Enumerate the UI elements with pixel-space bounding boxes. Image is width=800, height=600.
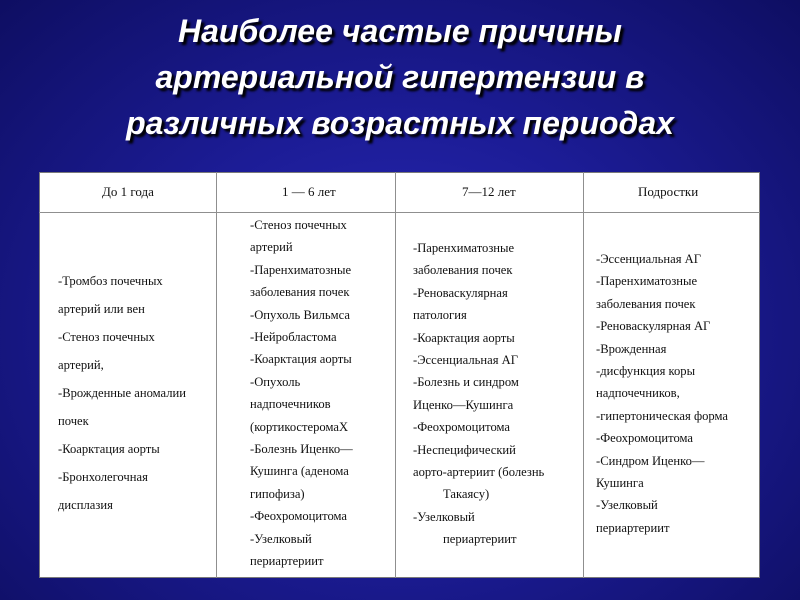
table-cell-line: -Коарктация аорты xyxy=(250,352,352,367)
column-under-1-year xyxy=(58,267,186,519)
table-cell-line: -Феохромоцитома xyxy=(250,509,347,524)
causes-table xyxy=(39,172,760,578)
table-cell-line: Такаясу) xyxy=(443,487,490,502)
table-cell-line: периартериит xyxy=(596,520,670,535)
table-cell-line: гипофиза) xyxy=(250,486,305,501)
table-cell-line: -Стеноз почечных xyxy=(58,330,155,344)
table-cell-line: -дисфункция коры xyxy=(596,364,696,379)
header-cell-7-12-years: 7—12 лет xyxy=(462,184,516,199)
slide-title-line-1: Наиболее частые причины xyxy=(178,13,622,49)
table-cell-line: аорто-артериит (болезнь xyxy=(413,465,545,480)
table-cell-line: -Болезнь Иценко— xyxy=(250,442,353,457)
slide-title-line-3: различных возрастных периодах xyxy=(126,105,674,141)
table-cell-line: -Паренхиматозные xyxy=(596,274,698,289)
table-cell-line: почек xyxy=(58,414,89,428)
slide-title xyxy=(0,8,800,146)
table-cell-line: артерий, xyxy=(58,358,104,372)
table-cell-line: Кушинга (аденома xyxy=(250,464,349,479)
table-cell-line: надпочечников, xyxy=(596,386,680,401)
table-cell-line: артерий xyxy=(250,240,293,255)
table-cell-line: -Коарктация аорты xyxy=(413,330,515,345)
table-cell-line: -Опухоль xyxy=(250,374,301,389)
table-cell-line: -гипертоническая форма xyxy=(596,408,728,423)
table-cell-line: -Узелковый xyxy=(413,509,475,524)
table-cell-line: -Нейробластома xyxy=(250,330,337,345)
table-cell-line: периартериит xyxy=(443,532,517,547)
table-cell-line: -Паренхиматозные xyxy=(413,241,515,255)
table-cell-line: -Болезнь и синдром xyxy=(413,375,519,390)
table-cell-line: -Феохромоцитома xyxy=(413,420,510,435)
table-cell-line: артерий или вен xyxy=(58,302,145,316)
table-cell-line: -Опухоль Вильмса xyxy=(250,307,350,322)
column-divider xyxy=(216,172,217,578)
column-divider xyxy=(583,172,584,578)
table-cell-line: Кушинга xyxy=(596,476,644,491)
table-cell-line: -Неспецифический xyxy=(413,442,516,457)
table-cell-line: -Коарктация аорты xyxy=(58,442,160,456)
table-cell-line: -Узелковый xyxy=(596,498,658,513)
table-cell-line: заболевания почек xyxy=(250,285,350,300)
table-cell-line: -Тромбоз почечных xyxy=(58,274,163,288)
table-cell-line: заболевания почек xyxy=(596,296,696,311)
table-cell-line: заболевания почек xyxy=(413,263,513,278)
header-cell-1-6-years: 1 — 6 лет xyxy=(282,184,336,199)
table-cell-line: -Реноваскулярная xyxy=(413,285,508,300)
table-cell-line: -Эссенциальная АГ xyxy=(413,353,519,368)
table-cell-line: -Врожденные аномалии xyxy=(58,386,186,400)
table-cell-line: -Синдром Иценко— xyxy=(596,453,705,468)
column-adolescents xyxy=(596,248,728,539)
column-7-12-years xyxy=(413,237,544,551)
column-1-6-years xyxy=(250,214,353,573)
table-cell-line: -Стеноз почечных xyxy=(250,218,347,232)
slide-title-line-2: артериальной гипертензии в xyxy=(155,59,645,95)
header-cell-adolescents: Подростки xyxy=(638,184,699,199)
table-cell-line: дисплазия xyxy=(58,498,113,512)
column-divider xyxy=(395,172,396,578)
table-cell-line: -Эссенциальная АГ xyxy=(596,252,702,266)
table-cell-line: патология xyxy=(413,308,467,323)
table-cell-line: надпочечников xyxy=(250,397,331,412)
table-cell-line: -Феохромоцитома xyxy=(596,431,693,446)
table-cell-line: Иценко—Кушинга xyxy=(413,397,514,412)
header-cell-under-1-year: До 1 года xyxy=(102,184,154,199)
table-cell-line: периартериит xyxy=(250,554,324,569)
table-cell-line: (кортикостеромаХ xyxy=(250,419,349,434)
table-cell-line: -Врожденная xyxy=(596,341,667,356)
header-divider xyxy=(39,212,760,213)
table-cell-line: -Паренхиматозные xyxy=(250,262,352,277)
table-cell-line: -Узелковый xyxy=(250,531,312,546)
table-cell-line: -Реноваскулярная АГ xyxy=(596,319,711,334)
table-cell-line: -Бронхолегочная xyxy=(58,470,148,484)
